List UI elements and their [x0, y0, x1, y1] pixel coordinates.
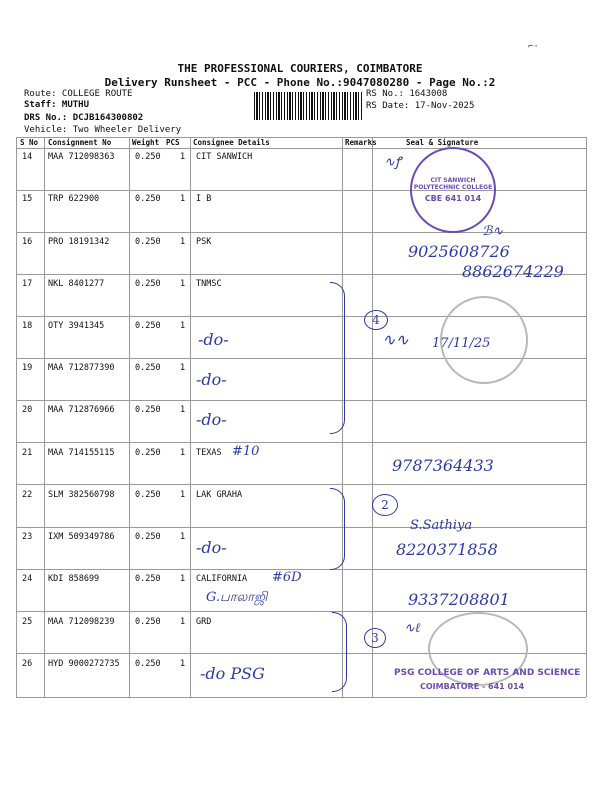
row-weight: 0.250 — [135, 448, 161, 458]
handwritten-note: #10 — [232, 444, 260, 459]
handwritten-phone: 9337208801 — [408, 590, 510, 609]
row-consignment: OTY 3941345 — [48, 321, 105, 331]
remarks-bracket — [332, 612, 347, 692]
row-weight: 0.250 — [135, 152, 161, 162]
row-pcs: 1 — [180, 194, 186, 204]
row-sno: 23 — [22, 532, 33, 542]
row-consignment: TRP 622900 — [48, 194, 100, 204]
row-pcs: 1 — [180, 363, 186, 373]
row-sno: 26 — [22, 659, 33, 669]
row-consignment: IXM 509349786 — [48, 532, 115, 542]
psg-stamp-address: COIMBATORE - 641 014 — [420, 682, 525, 691]
row-consignee: I B — [196, 194, 212, 204]
signature: ∿∿ — [382, 330, 409, 349]
handwritten-psg: -do PSG — [200, 664, 265, 683]
handwritten-name: S.Sathiya — [410, 518, 473, 533]
runsheet-subtitle: Delivery Runsheet - PCC - Phone No.:9047080280 - Page No.:2 — [104, 76, 496, 89]
vehicle-label: Vehicle: Two Wheeler Delivery — [24, 125, 182, 135]
handwritten-date: 17/11/25 — [432, 336, 491, 351]
row-pcs: 1 — [180, 490, 186, 500]
row-pcs: 1 — [180, 321, 186, 331]
row-pcs: 1 — [180, 659, 186, 669]
row-sno: 19 — [22, 363, 33, 373]
handwritten-phone: 9787364433 — [392, 456, 494, 475]
col-seal: Seal & Signature — [406, 138, 479, 147]
row-sno: 21 — [22, 448, 33, 458]
handwritten-ditto: -do- — [196, 410, 227, 429]
col-sno: S No — [20, 138, 39, 147]
row-consignee: PSK — [196, 237, 212, 247]
row-consignment: HYD 9000272735 — [48, 659, 120, 669]
row-sno: 20 — [22, 405, 33, 415]
handwritten-phone: 8862674229 — [462, 262, 564, 281]
handwritten-name: G.பாலாஜி — [206, 590, 268, 605]
row-sno: 17 — [22, 279, 33, 289]
handwritten-phone: 8220371858 — [396, 540, 498, 559]
row-weight: 0.250 — [135, 279, 161, 289]
row-pcs: 1 — [180, 617, 186, 627]
col-weight: Weight — [132, 138, 160, 147]
col-pcs: PCS — [166, 138, 180, 147]
col-consignee: Consignee Details — [193, 138, 270, 147]
row-pcs: 1 — [180, 279, 186, 289]
barcode — [254, 92, 362, 120]
row-consignment: MAA 712098363 — [48, 152, 115, 162]
row-pcs: 1 — [180, 405, 186, 415]
row-pcs: 1 — [180, 152, 186, 162]
row-sno: 15 — [22, 194, 33, 204]
col-consignment: Consignment No — [48, 138, 112, 147]
remarks-bracket — [330, 282, 345, 434]
row-weight: 0.250 — [135, 532, 161, 542]
row-sno: 25 — [22, 617, 33, 627]
row-sno: 14 — [22, 152, 33, 162]
row-sno: 22 — [22, 490, 33, 500]
handwritten-ditto: -do- — [198, 330, 229, 349]
row-weight: 0.250 — [135, 659, 161, 669]
handwritten-ditto: -do- — [196, 538, 227, 557]
row-weight: 0.250 — [135, 405, 161, 415]
remarks-count: 4 — [364, 310, 388, 330]
remarks-bracket — [330, 488, 345, 570]
row-weight: 0.250 — [135, 321, 161, 331]
row-sno: 18 — [22, 321, 33, 331]
row-consignment: KDI 858699 — [48, 574, 100, 584]
row-consignee: TEXAS — [196, 448, 222, 458]
row-consignment: MAA 712877390 — [48, 363, 115, 373]
row-weight: 0.250 — [135, 194, 161, 204]
route-label: Route: COLLEGE ROUTE — [24, 89, 133, 99]
row-weight: 0.250 — [135, 237, 161, 247]
signature: ∿ꝭ — [384, 155, 402, 170]
remarks-count: 2 — [372, 494, 398, 516]
row-consignment: MAA 714155115 — [48, 448, 115, 458]
row-pcs: 1 — [180, 532, 186, 542]
remarks-count: 3 — [364, 628, 386, 648]
row-consignment: MAA 712876966 — [48, 405, 115, 415]
row-pcs: 1 — [180, 237, 186, 247]
handwritten-phone: 9025608726 — [408, 242, 510, 261]
row-consignment: SLM 382560798 — [48, 490, 115, 500]
staff-label: Staff: MUTHU — [24, 100, 90, 110]
row-consignee: LAK GRAHA — [196, 490, 243, 500]
row-consignee: CALIFORNIA — [196, 574, 248, 584]
college-seal-stamp: CIT SANWICH POLYTECHNIC COLLEGE CBE 641 014 — [410, 147, 496, 233]
row-weight: 0.250 — [135, 617, 161, 627]
rs-number: RS No.: 1643008 — [366, 89, 448, 99]
drs-label: DRS No.: DCJB164300802 — [24, 113, 144, 123]
row-consignment: MAA 712098239 — [48, 617, 115, 627]
company-title: THE PROFESSIONAL COURIERS, COIMBATORE — [177, 62, 423, 75]
row-consignee: GRD — [196, 617, 212, 627]
corner-mark: ⌐· — [528, 42, 539, 52]
row-consignee: TNMSC — [196, 279, 222, 289]
signature: ∿ℓ — [404, 621, 421, 636]
row-sno: 16 — [22, 237, 33, 247]
handwritten-ditto: -do- — [196, 370, 227, 389]
row-weight: 0.250 — [135, 363, 161, 373]
signature: ℬ∿ — [482, 224, 504, 239]
row-pcs: 1 — [180, 574, 186, 584]
row-sno: 24 — [22, 574, 33, 584]
col-remarks: Remarks — [345, 138, 377, 147]
row-weight: 0.250 — [135, 574, 161, 584]
row-consignment: NKL 8401277 — [48, 279, 105, 289]
row-consignment: PRO 18191342 — [48, 237, 110, 247]
psg-stamp-text: PSG COLLEGE OF ARTS AND SCIENCE — [394, 668, 581, 678]
handwritten-note: #6D — [272, 570, 302, 585]
rs-date: RS Date: 17-Nov-2025 — [366, 101, 475, 111]
row-consignee: CIT SANWICH — [196, 152, 253, 162]
row-pcs: 1 — [180, 448, 186, 458]
row-weight: 0.250 — [135, 490, 161, 500]
